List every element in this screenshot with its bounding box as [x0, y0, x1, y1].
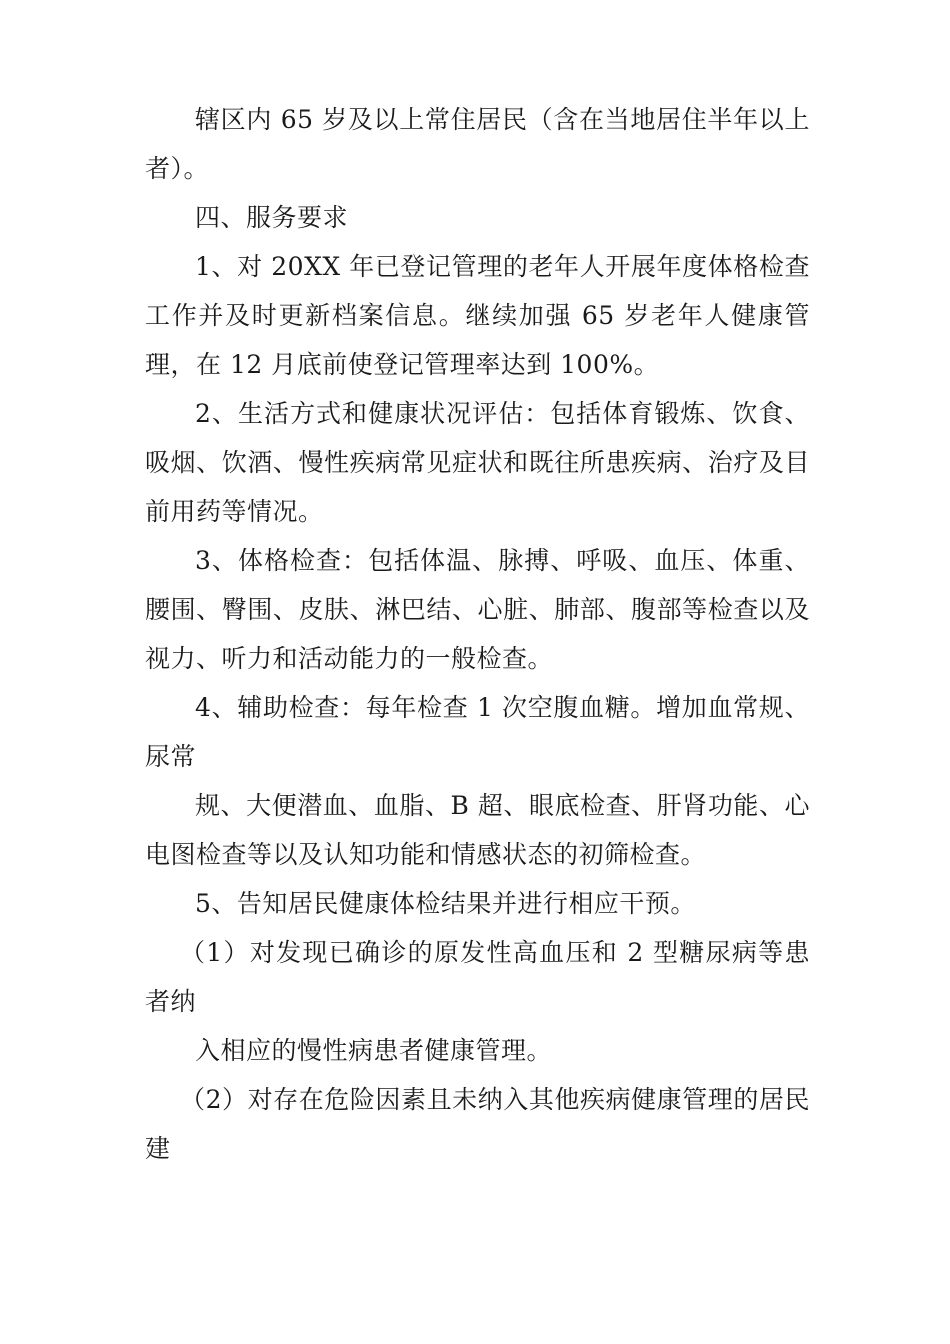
- paragraph-item-4: 4、辅助检查：每年检查 1 次空腹血糖。增加血常规、尿常: [145, 693, 810, 771]
- section-heading-service-requirements: 四、服务要求: [195, 203, 349, 232]
- paragraph-item-1: 1、对 20XX 年已登记管理的老年人开展年度体格检查工作并及时更新档案信息。继续加强 65 岁老年人健康管理，在 12 月底前使登记管理率达到 100%。: [145, 252, 810, 379]
- paragraph-sub-item-1: （1）对发现已确诊的原发性高血压和 2 型糖尿病等患者纳: [145, 938, 810, 1016]
- paragraph-item-5: 5、告知居民健康体检结果并进行相应干预。: [195, 889, 696, 918]
- paragraph-sub-item-1-continued: 入相应的慢性病患者健康管理。: [195, 1036, 553, 1065]
- paragraph-target-population: 辖区内 65 岁及以上常住居民（含在当地居住半年以上者）。: [145, 105, 810, 183]
- paragraph-sub-item-2: （2）对存在危险因素且未纳入其他疾病健康管理的居民建: [145, 1085, 810, 1163]
- paragraph-item-2: 2、生活方式和健康状况评估：包括体育锻炼、饮食、吸烟、饮酒、慢性疾病常见症状和既往所患疾病、治疗及目前用药等情况。: [145, 399, 810, 526]
- paragraph-item-4-continued: 规、大便潜血、血脂、B 超、眼底检查、肝肾功能、心电图检查等以及认知功能和情感状态的初筛检查。: [145, 791, 810, 869]
- document-body: [145, 95, 810, 1173]
- paragraph-item-3: 3、体格检查：包括体温、脉搏、呼吸、血压、体重、腰围、臀围、皮肤、淋巴结、心脏、肺部、腹部等检查以及视力、听力和活动能力的一般检查。: [145, 546, 810, 673]
